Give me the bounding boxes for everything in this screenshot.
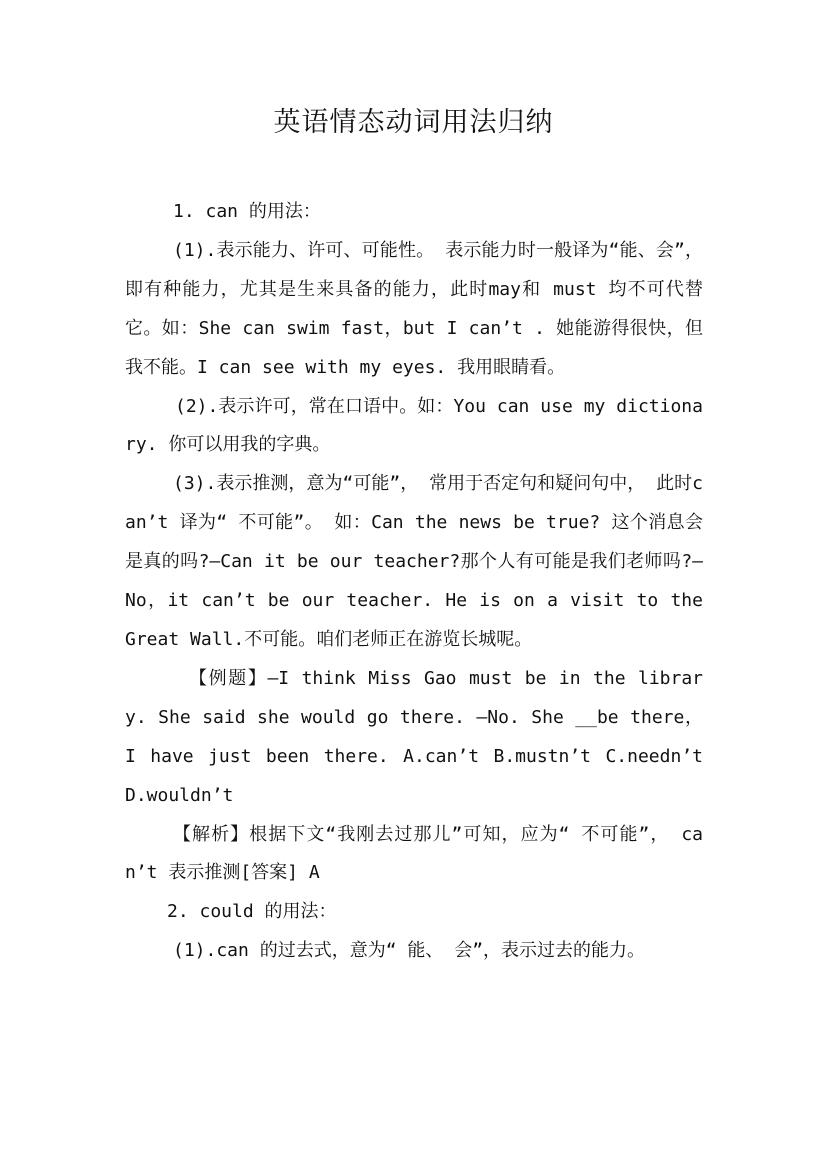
paragraph-example: 【例题】—I think Miss Gao must be in the library. She said she would go there. —No. She __be there，I have just been there. A.can’t B.mustn’t C.needn’t D.wouldn’t [125, 667, 703, 806]
paragraph-could-past: (1).can 的过去式，意为“ 能、 会”，表示过去的能力。 [173, 940, 646, 962]
document-body [125, 193, 703, 971]
paragraph-can-ability: (1).表示能力、许可、可能性。 表示能力时一般译为“能、会”， 即有种能力，尤其是生来具备的能力，此时may和 must 均不可代替它。如：She can swim fast，but I can’t . 她能游得很快，但我不能。I can see with my eyes. 我用眼睛看。 [125, 239, 703, 378]
paragraph-can-heading: 1. can 的用法： [173, 201, 321, 222]
paragraph-analysis: 【解析】根据下文“我刚去过那儿”可知，应为“ 不可能”， can’t 表示推测[答案] A [125, 823, 703, 884]
document-title: 英语情态动词用法归纳 [273, 107, 554, 138]
paragraph-can-permission: (2).表示许可，常在口语中。如：You can use my dictionary. 你可以用我的字典。 [125, 395, 703, 456]
paragraph-could-heading: 2. could 的用法： [167, 901, 337, 923]
paragraph-can-inference: (3).表示推测，意为“可能”， 常用于否定句和疑问句中， 此时can’t 译为“ 不可能”。 如：Can the news be true? 这个消息会是真的吗?—Can it be our teacher?那个人有可能是我们老师吗?—No，it can’t be our teacher. He is on a visit to the Great Wall.不可能。咱们老师正在游览长城呢。 [125, 473, 703, 650]
